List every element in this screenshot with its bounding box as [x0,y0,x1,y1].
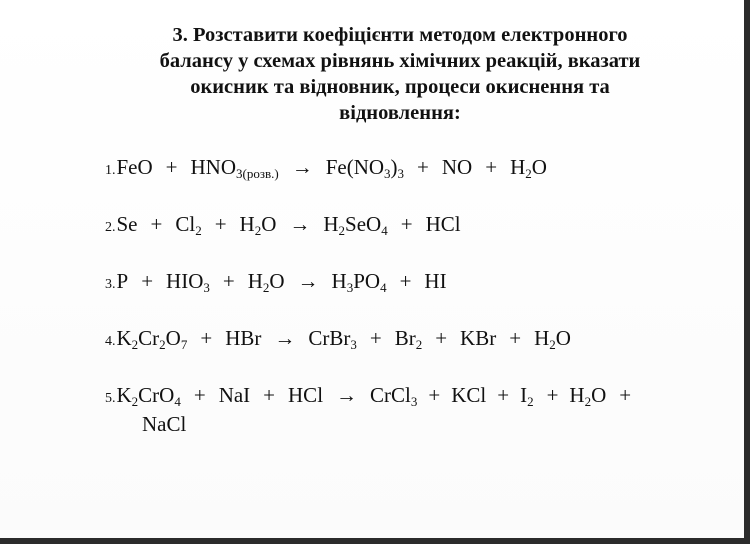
plus-sign: + [417,155,429,179]
arrow: → [336,383,358,407]
equation-number: 1. [105,163,116,178]
task-title [120,22,680,126]
product-kbr: KBr [460,326,497,350]
equation-5-continuation [142,410,186,438]
product-h3po4: $H_3PO_4$ [331,269,387,295]
reactant-hio3: $HIO_3$ [166,269,210,295]
product-h2o: $H_2O$ [534,326,571,352]
product-h2seo4: $H_2SeO_4$ [323,212,388,238]
equation-1 [105,153,547,185]
equation-number: 4. [105,334,116,349]
reactant-hcl: HCl [288,383,324,407]
reactant-k2cr2o7: $K_2Cr_2O_7$ [116,326,188,352]
plus-sign: + [509,326,522,350]
reactant-hno3: $HNO_{3(розв.)}$ [190,155,279,181]
plus-sign: + [263,383,276,407]
plus-sign: + [214,212,227,236]
plus-sign: + [400,212,413,236]
reactant-se: Se [116,212,138,236]
product-crcl3: CrCl$_3$ [370,383,418,409]
reactant-h2o: $H_2O$ [239,212,277,238]
plus-sign: + [619,383,632,407]
product-i2: $I_2$ [520,383,534,409]
reactant-hbr: HBr [225,326,262,350]
plus-sign: + [150,212,163,236]
title-line-2: балансу у схемах рівнянь хімічних реакцій, вказати [159,50,641,72]
plus-sign: + [369,326,382,350]
arrow: → [291,155,313,179]
plus-sign: + [546,383,559,407]
equation-number: 5. [105,391,116,406]
reactant-cl2: $Cl_2$ [175,212,202,238]
plus-sign: + [193,383,206,407]
plus-sign: + [200,326,213,350]
title-line-1: 3. Розставити коефіцієнти методом електронного [172,24,628,46]
equation-number: 2. [105,220,116,235]
plus-sign: + [428,383,441,407]
product-hcl: HCl [425,212,461,236]
reactant-h2o: $H_2O$ [247,269,285,295]
title-line-3: окисник та відновник, процеси окиснення та [190,76,610,98]
title-line-4: відновлення: [339,102,461,124]
reactant-feo: FeO [116,155,153,179]
equation-number: 3. [105,277,116,292]
product-no: NO [441,155,473,179]
product-fe-no3-3: $Fe(NO_3)_3$ [325,155,405,181]
product-nacl: NaCl [142,412,187,436]
equation-2 [105,210,461,242]
equation-5 [105,381,631,413]
equation-3 [105,267,447,299]
product-crbr3: CrBr$_3$ [308,326,357,352]
plus-sign: + [222,269,235,293]
plus-sign: + [141,269,154,293]
plus-sign: + [435,326,448,350]
product-h2o: $H_2O$ [569,383,607,409]
plus-sign: + [497,383,510,407]
arrow: → [289,212,311,236]
arrow: → [274,326,296,350]
reactant-p: P [116,269,129,293]
plus-sign: + [399,269,412,293]
product-h2o: $H_2O$ [510,155,547,181]
product-kcl: KCl [451,383,487,407]
reactant-nai: NaI [218,383,251,407]
reactant-k2cro4: $K_2CrO_4$ [116,383,181,409]
product-hi: HI [424,269,447,293]
arrow: → [297,269,319,293]
product-br2: $Br_2$ [394,326,423,352]
plus-sign: + [485,155,498,179]
plus-sign: + [165,155,178,179]
equation-4 [105,324,571,356]
